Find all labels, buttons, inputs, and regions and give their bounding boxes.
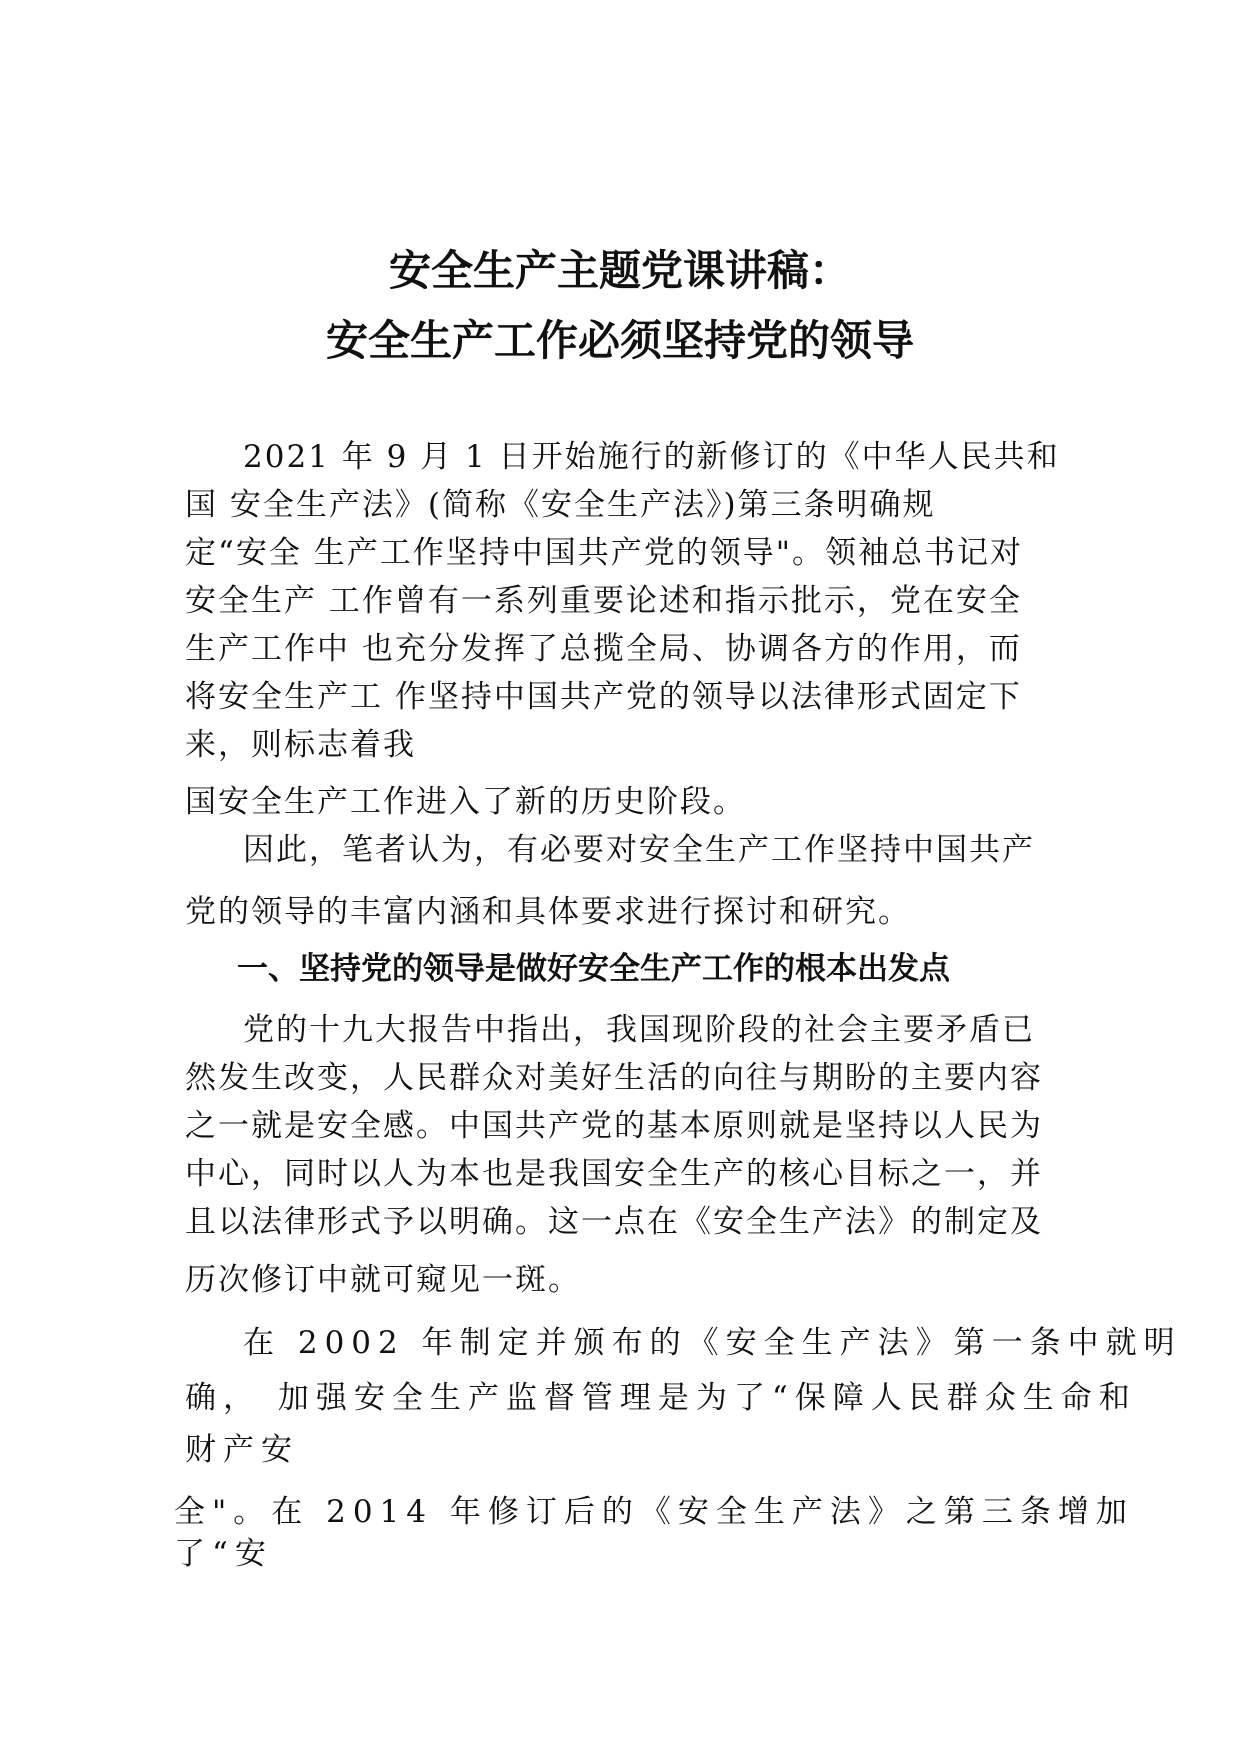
text-line: 中心，同时以人为本也是我国安全生产的核心目标之一，并 (185, 1156, 1043, 1192)
text-line: 党的十九大报告中指出，我国现阶段的社会主要矛盾已 (243, 1012, 1035, 1048)
text-line: 历次修订中就可窥见一斑。 (185, 1262, 581, 1298)
text-line: 然发生改变，人民群众对美好生活的向往与期盼的主要内容 (185, 1060, 1043, 1096)
text-line: 生产工作中 也充分发挥了总揽全局、协调各方的作用，而 (185, 631, 1022, 667)
text-line: 因此，笔者认为，有必要对安全生产工作坚持中国共产 (243, 832, 1035, 868)
text-line: 确， 加强安全生产监督管理是为了“保障人民群众生命和 (185, 1380, 1137, 1416)
text-line: 全"。在 2014 年修订后的《安全生产法》之第三条增加 (174, 1494, 1134, 1530)
text-line: 在 2002 年制定并颁布的《安全生产法》第一条中就明 (243, 1325, 1182, 1361)
document-title-line-1: 安全生产主题党课讲稿： (388, 246, 851, 295)
text-line: 且以法律形式予以明确。这一点在《安全生产法》的制定及 (185, 1204, 1043, 1240)
text-line: 安全生产 工作曾有一系列重要论述和指示批示，党在安全 (185, 583, 1022, 619)
text-line: 国 安全生产法》(简称《安全生产法》)第三条明确规 (185, 487, 936, 523)
text-line: 定“安全 生产工作坚持中国共产党的领导"。领袖总书记对 (185, 535, 1023, 571)
text-line: 财产安 (185, 1432, 299, 1468)
document-title-line-2: 安全生产工作必须坚持党的领导 (325, 316, 914, 365)
text-line: 党的领导的丰富内涵和具体要求进行探讨和研究。 (185, 894, 911, 930)
text-line: 将安全生产工 作坚持中国共产党的领导以法律形式固定下 (185, 679, 1022, 715)
text-line: 之一就是安全感。中国共产党的基本原则就是坚持以人民为 (185, 1108, 1043, 1144)
text-line: 来，则标志着我 (185, 727, 416, 763)
text-line: 了“安 (174, 1536, 273, 1572)
text-line: 2021 年 9 月 1 日开始施行的新修订的《中华人民共和 (243, 439, 1060, 475)
text-line: 国安全生产工作进入了新的历史阶段。 (185, 784, 746, 820)
section-heading: 一、坚持党的领导是做好安全生产工作的根本出发点 (237, 951, 950, 987)
